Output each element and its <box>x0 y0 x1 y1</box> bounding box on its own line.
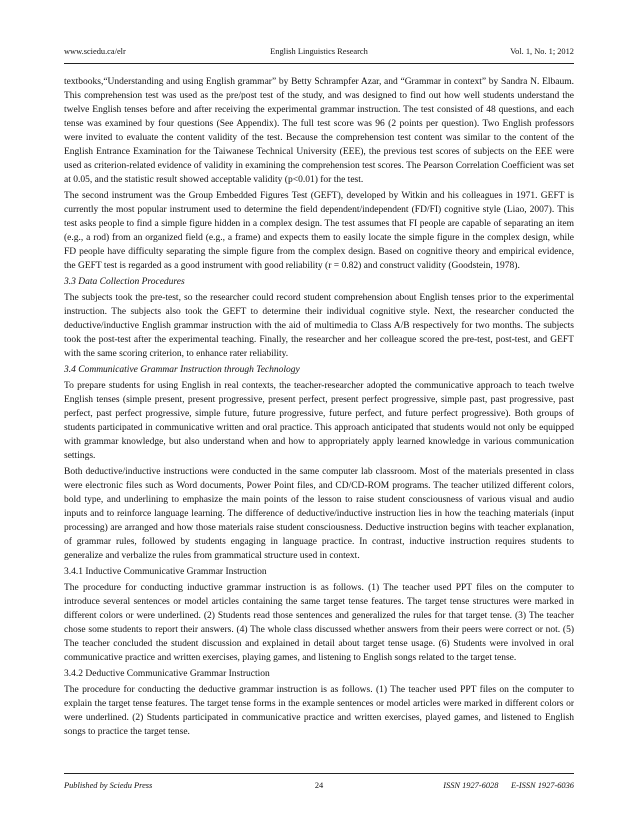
section-heading-3-3: 3.3 Data Collection Procedures <box>64 277 185 287</box>
footer-publisher: Published by Sciedu Press <box>64 781 153 790</box>
body-text <box>64 75 574 741</box>
section-heading-3-4: 3.4 Communicative Grammar Instruction through Technology <box>64 365 300 375</box>
footer-issn-print: ISSN 1927-6028 <box>443 781 499 790</box>
header-website: www.sciedu.ca/elr <box>64 47 126 56</box>
paragraph-data-collection: The subjects took the pre-test, so the researcher could record student comprehension about English tenses prior to the experimental instruction. The subjects also took the GEFT to determine their individual cognitive style. Next, the researcher conducted the deductive/inductive English grammar instruction with the aid of multimedia to Class A/B respectively for two months. The subjects took the post-test after the experimental teaching. Finally, the researcher and her colleague scored the pre-test, post-test, and GEFT with the same scoring criterion, to enhance rater reliability. <box>64 293 574 359</box>
section-heading-3-4-2: 3.4.2 Deductive Communicative Grammar Instruction <box>64 669 270 679</box>
header-rule <box>64 63 574 64</box>
footer-issn-electronic: E-ISSN 1927-6036 <box>510 781 574 790</box>
paragraph-communicative-approach: To prepare students for using English in real contexts, the teacher-researcher adopted the communicative approach to teach twelve English tenses (simple present, present progressive, present perfect, present perfect progressive, simple past, past progressive, past perfect, past perfect progressive, simple future, future progressive, future perfect, and future perfect progressive). Both groups of students participated in communicative written and oral practice. This approach anticipated that students would not only be equipped with grammar knowledge, but also understand when and how to appropriately apply learned knowledge in various communication settings. <box>64 381 574 461</box>
header-volume: Vol. 1, No. 1; 2012 <box>510 47 574 56</box>
paragraph-instrument-2: The second instrument was the Group Embedded Figures Test (GEFT), developed by Witkin and his colleagues in 1971. GEFT is currently the most popular instrument used to determine the field dependent/independent (FD/FI) cognitive style (Liao, 2007). This test asks people to find a simple figure hidden in a complex design. The test assumes that FI people are capable of separating an item (e.g., a rod) from an organized field (e.g., a frame) and expects them to easily locate the simple figure in the complex design, while FD people have difficulty separating the simple figure from the complex design. Based on cognitive theory and empirical evidence, the GEFT test is regarded as a good instrument with good reliability (r = 0.82) and construct validity (Goodstein, 1978). <box>64 191 574 271</box>
footer-rule <box>64 773 574 774</box>
paragraph-instruction-comparison: Both deductive/inductive instructions were conducted in the same computer lab classroom. Most of the materials presented in class were electronic files such as Word documents, Power Point files, and CD/CD-ROM programs. The teacher utilized different colors, bold type, and underlining to emphasize the main points of the lesson to raise student consciousness of various visual and audio inputs and to reinforce language learning. The difference of deductive/inductive instruction lies in how the teaching materials (input processing) are arranged and how those materials raise student consciousness. Deductive instruction begins with teacher explanation, of grammar rules, followed by students engaging in language practice. In contrast, inductive instruction requires students to generalize and verbalize the rules from grammatical structure used in context. <box>64 467 574 561</box>
footer-issn <box>443 780 574 791</box>
header-journal: English Linguistics Research <box>270 47 368 56</box>
section-heading-3-4-1: 3.4.1 Inductive Communicative Grammar Instruction <box>64 567 267 577</box>
paragraph-instrument-1: textbooks,“Understanding and using English grammar” by Betty Schrampfer Azar, and “Grammar in context” by Sandra N. Elbaum. This comprehension test was used as the pre/post test of the study, and was designed to find out how well students understand the twelve English tenses before and after receiving the experimental grammar instruction. The test consisted of 48 questions, and each tense was examined by four questions (See Appendix). The full test score was 96 (2 points per question). Two English professors were invited to evaluate the content validity of the test. Because the comprehension test content was similar to the content of the English Entrance Examination for the Taiwanese Technical University (EEE), the previous test scores of subjects on the EEE were used as criterion-related evidence of validity in examining the comprehension test scores. The Pearson Correlation Coefficient was set at 0.05, and the statistic result showed acceptable validity (p<0.01) for the test. <box>64 77 574 185</box>
paragraph-inductive-procedure: The procedure for conducting inductive grammar instruction is as follows. (1) The teacher used PPT files on the computer to introduce several sentences or model articles containing the same target tense features. The target tense structures were marked in different colors or were underlined. (2) Students read those sentences and generalized the rules for that target tense. (3) The teacher chose some students to report their answers. (4) The whole class discussed whether answers from their peers were correct or not. (5) The teacher concluded the student discussion and explained in detail about target tense usage. (6) Students were involved in oral communicative practice and written exercises, playing games, and listening to English songs related to the target tense. <box>64 583 574 663</box>
paragraph-deductive-procedure: The procedure for conducting the deductive grammar instruction is as follows. (1) The teacher used PPT files on the computer to explain the target tense features. The target tense forms in the example sentences or model articles were marked in different colors or were underlined. (2) Students participated in communicative practice and written exercises, played games, and listened to English songs to practice the target tense. <box>64 685 574 737</box>
page-number: 24 <box>314 781 324 790</box>
